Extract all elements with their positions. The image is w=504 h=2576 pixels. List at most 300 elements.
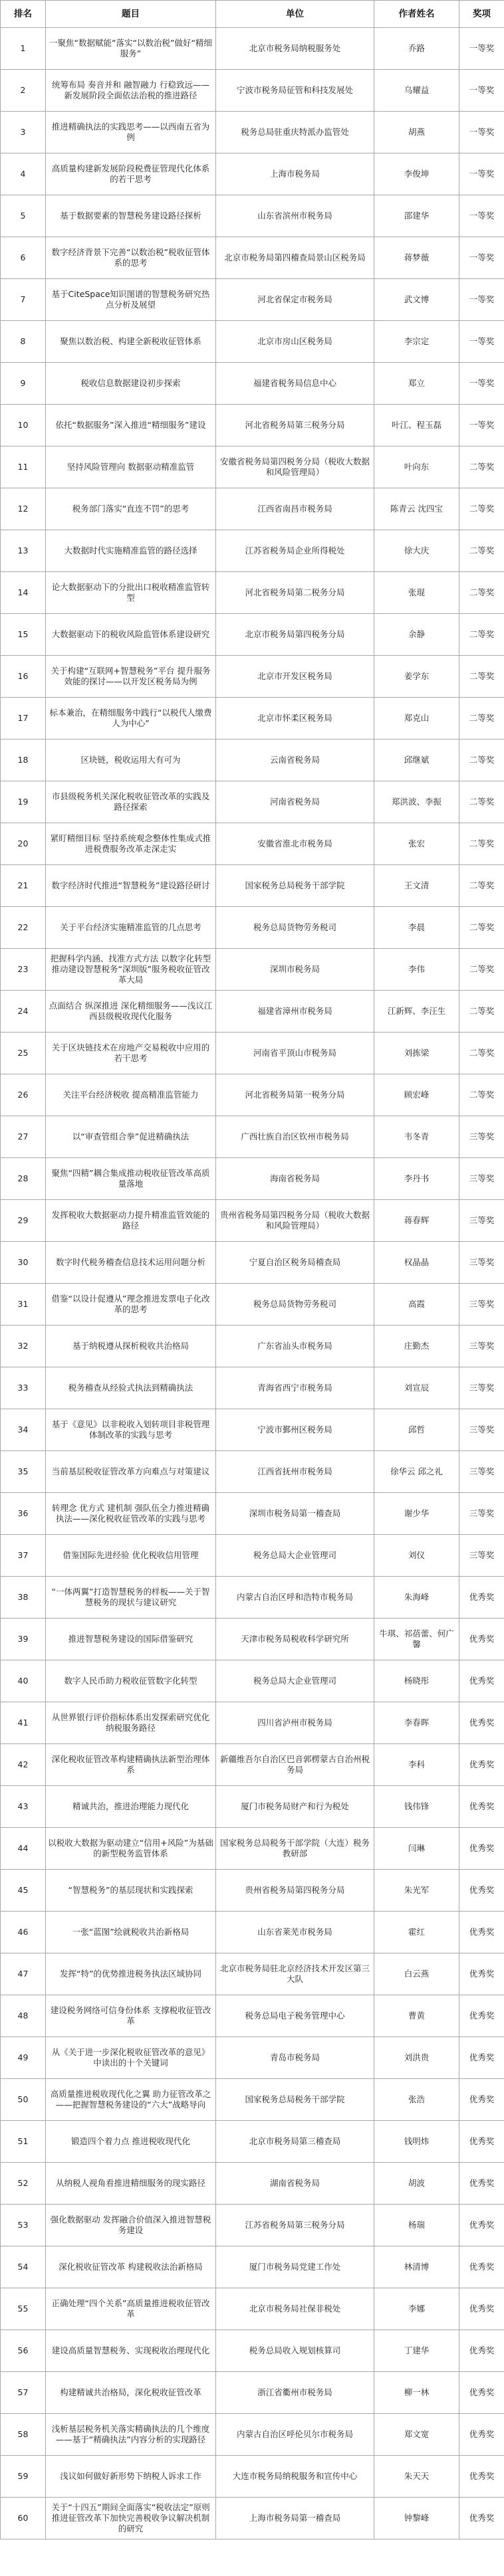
cell-author: 闫琳 — [374, 1828, 459, 1870]
table-row — [1, 112, 504, 153]
table-row — [1, 1744, 504, 1786]
cell-title: 大数据时代实施精准监管的路径选择 — [46, 530, 216, 572]
cell-rank: 34 — [1, 1409, 46, 1451]
cell-rank: 14 — [1, 572, 46, 614]
cell-title: 点面结合 纵深推进 深化精细服务——浅议江西县级税收现代化服务 — [46, 991, 216, 1033]
cell-rank: 60 — [1, 2498, 46, 2539]
cell-author: 郑文宽 — [374, 2414, 459, 2456]
cell-rank: 32 — [1, 1326, 46, 1367]
cell-rank: 29 — [1, 1200, 46, 1242]
table-row — [1, 2163, 504, 2205]
cell-award: 一等奖 — [459, 279, 504, 321]
cell-rank: 12 — [1, 488, 46, 530]
cell-author: 柳一林 — [374, 2372, 459, 2414]
cell-award: 二等奖 — [459, 823, 504, 865]
cell-title: 标本兼治，在精细服务中践行“以税代人缴费人为中心” — [46, 698, 216, 740]
cell-unit: 宁夏自治区税务局稽查局 — [216, 1242, 374, 1284]
cell-award: 一等奖 — [459, 237, 504, 279]
cell-unit: 北京市税务局社保非税处 — [216, 2288, 374, 2330]
cell-author: 郑立 — [374, 363, 459, 405]
cell-rank: 19 — [1, 781, 46, 823]
cell-award: 优秀奖 — [459, 1702, 504, 1744]
cell-title: 一聚焦“数据赋能”落实“以数治税”做好“精细服务” — [46, 28, 216, 70]
cell-rank: 51 — [1, 2121, 46, 2163]
cell-rank: 45 — [1, 1870, 46, 1912]
cell-author: 朱天天 — [374, 2456, 459, 2498]
table-row — [1, 656, 504, 698]
cell-title: 聚焦以数治税、构建全新税收征管体系 — [46, 321, 216, 363]
cell-unit: 四川省泸州市税务局 — [216, 1702, 374, 1744]
cell-award: 二等奖 — [459, 991, 504, 1033]
cell-title: 税务部门落实“直连不罚”的思考 — [46, 488, 216, 530]
cell-unit: 广东省汕头市税务局 — [216, 1326, 374, 1367]
cell-rank: 37 — [1, 1535, 46, 1577]
cell-rank: 9 — [1, 363, 46, 405]
cell-award: 优秀奖 — [459, 2037, 504, 2079]
cell-title: 强化数据驱动 发挥融合价值深入推进智慧税务建设 — [46, 2205, 216, 2246]
cell-rank: 31 — [1, 1284, 46, 1326]
cell-unit: 北京市开发区税务局 — [216, 656, 374, 698]
cell-rank: 38 — [1, 1577, 46, 1619]
cell-rank: 40 — [1, 1660, 46, 1702]
cell-unit: 天津市税务局税收科学研究所 — [216, 1619, 374, 1660]
cell-title: 精诚共治，推进治理能力现代化 — [46, 1786, 216, 1828]
cell-award: 一等奖 — [459, 405, 504, 446]
cell-rank: 27 — [1, 1116, 46, 1158]
table-row — [1, 781, 504, 823]
cell-award: 二等奖 — [459, 530, 504, 572]
cell-award: 优秀奖 — [459, 1619, 504, 1660]
cell-award: 优秀奖 — [459, 2372, 504, 2414]
cell-unit: 北京市税务局第四稽查局景山区税务局 — [216, 237, 374, 279]
table-row — [1, 2288, 504, 2330]
cell-title: 深化税收征管改革 构建税收法治新格局 — [46, 2246, 216, 2288]
cell-unit: 安徽省淮北市税务局 — [216, 823, 374, 865]
table-row — [1, 1870, 504, 1912]
cell-title: 基于《意见》以非税收入划转项目非税管理体制改革的实践与思考 — [46, 1409, 216, 1451]
cell-title: 高质量推进税收现代化之翼 助力征管改革之——把握智慧税务建设的“六大”战略导向 — [46, 2079, 216, 2121]
cell-rank: 7 — [1, 279, 46, 321]
table-row — [1, 2121, 504, 2163]
cell-award: 三等奖 — [459, 1493, 504, 1535]
table-row — [1, 1284, 504, 1326]
cell-title: 基于纳税遵从探析税收共治格局 — [46, 1326, 216, 1367]
table-row — [1, 907, 504, 949]
cell-unit: 海南省税务局 — [216, 1158, 374, 1200]
table-row — [1, 1619, 504, 1660]
cell-award: 优秀奖 — [459, 2288, 504, 2330]
cell-author: 徐大庆 — [374, 530, 459, 572]
cell-author: 钱明炜 — [374, 2121, 459, 2163]
cell-unit: 北京市税务局第三稽查局 — [216, 2121, 374, 2163]
cell-award: 三等奖 — [459, 1409, 504, 1451]
cell-rank: 53 — [1, 2205, 46, 2246]
cell-award: 优秀奖 — [459, 2498, 504, 2539]
cell-title: 一张“蓝图”绘就税收共治新格局 — [46, 1912, 216, 1953]
table-row — [1, 405, 504, 446]
cell-title: 依托“数据服务”深入推进“精细服务”建设 — [46, 405, 216, 446]
cell-author: 曹黄 — [374, 1995, 459, 2037]
table-row — [1, 195, 504, 237]
cell-unit: 河南省平顶山市税务局 — [216, 1033, 374, 1074]
cell-title: 转理念 优方式 建机制 强队伍全力推进精确执法——深化税收征管改革的实践与思考 — [46, 1493, 216, 1535]
header-unit: 单位 — [216, 1, 374, 28]
cell-unit: 青海省西宁市税务局 — [216, 1367, 374, 1409]
cell-title: 锻造四个着力点 推进税收现代化 — [46, 2121, 216, 2163]
cell-title: 区块链，税收运用大有可为 — [46, 740, 216, 781]
cell-unit: 宁波市税务局征管和科技发展处 — [216, 70, 374, 112]
cell-award: 三等奖 — [459, 1535, 504, 1577]
table-row — [1, 614, 504, 656]
cell-author: 邱哲 — [374, 1409, 459, 1451]
cell-unit: 税务总局电子税务管理中心 — [216, 1995, 374, 2037]
cell-award: 二等奖 — [459, 949, 504, 991]
cell-title: 推进精确执法的实践思考——以西南五省为例 — [46, 112, 216, 153]
table-row — [1, 2037, 504, 2079]
cell-title: 数字人民币助力税收征管数字化转型 — [46, 1660, 216, 1702]
cell-unit: 北京市税务局第四税务分局 — [216, 614, 374, 656]
cell-author: 杨晓彤 — [374, 1660, 459, 1702]
cell-unit: 湖南省税务局 — [216, 2163, 374, 2205]
cell-rank: 21 — [1, 865, 46, 907]
table-row — [1, 1702, 504, 1744]
cell-unit: 贵州省税务局第四税务分局 — [216, 1870, 374, 1912]
cell-unit: 国家税务总局税务干部学院（大连）税务教研部 — [216, 1828, 374, 1870]
cell-award: 三等奖 — [459, 1242, 504, 1284]
cell-author: 李娜 — [374, 2288, 459, 2330]
table-row — [1, 1033, 504, 1074]
cell-author: 牛琪、祁蓓蕾、何广馨 — [374, 1619, 459, 1660]
cell-title: 借鉴“以设计促遵从”理念推进发票电子化改革的思考 — [46, 1284, 216, 1326]
table-row — [1, 1660, 504, 1702]
cell-unit: 北京市税务局纳税服务处 — [216, 28, 374, 70]
cell-author: 余静 — [374, 614, 459, 656]
cell-award: 优秀奖 — [459, 2163, 504, 2205]
cell-title: 构建精诚共治格局，深化税收征管改革 — [46, 2372, 216, 2414]
header-row — [1, 1, 504, 28]
cell-award: 三等奖 — [459, 1158, 504, 1200]
cell-author: 陈青云 沈四宝 — [374, 488, 459, 530]
cell-rank: 13 — [1, 530, 46, 572]
cell-unit: 宁波市鄞州区税务局 — [216, 1409, 374, 1451]
cell-title: 聚焦“四精”耦合集成推动税收征管改革高质量落地 — [46, 1158, 216, 1200]
table-row — [1, 823, 504, 865]
header-award: 奖项 — [459, 1, 504, 28]
cell-author: 王文清 — [374, 865, 459, 907]
cell-award: 三等奖 — [459, 1451, 504, 1493]
table-body — [1, 28, 504, 2539]
cell-title: “智慧税务”的基层现状和实践探索 — [46, 1870, 216, 1912]
cell-award: 优秀奖 — [459, 1912, 504, 1953]
cell-author: 李丹书 — [374, 1158, 459, 1200]
cell-author: 邵建华 — [374, 195, 459, 237]
cell-author: 李伟 — [374, 949, 459, 991]
cell-unit: 内蒙古自治区呼和浩特市税务局 — [216, 1577, 374, 1619]
cell-author: 刘洪贵 — [374, 2037, 459, 2079]
cell-award: 优秀奖 — [459, 2079, 504, 2121]
cell-author: 林清博 — [374, 2246, 459, 2288]
cell-author: 武文博 — [374, 279, 459, 321]
cell-author: 李俊坤 — [374, 153, 459, 195]
cell-rank: 16 — [1, 656, 46, 698]
cell-award: 优秀奖 — [459, 2456, 504, 2498]
table-row — [1, 572, 504, 614]
table-row — [1, 2079, 504, 2121]
cell-unit: 厦门市税务局党建工作处 — [216, 2246, 374, 2288]
cell-award: 三等奖 — [459, 1326, 504, 1367]
cell-award: 优秀奖 — [459, 2121, 504, 2163]
cell-title: 市县级税务机关深化税收征管改革的实践及路径探索 — [46, 781, 216, 823]
table-row — [1, 28, 504, 70]
table-row — [1, 2456, 504, 2498]
cell-title: 推进智慧税务建设的国际借鉴研究 — [46, 1619, 216, 1660]
cell-unit: 贵州省税务局第四税务分局（税收大数据和风险管理局） — [216, 1200, 374, 1242]
cell-title: 大数据驱动下的税收风险监管体系建设研究 — [46, 614, 216, 656]
cell-unit: 厦门市税务局财产和行为税处 — [216, 1786, 374, 1828]
cell-award: 三等奖 — [459, 1367, 504, 1409]
cell-rank: 23 — [1, 949, 46, 991]
cell-award: 优秀奖 — [459, 2205, 504, 2246]
cell-award: 二等奖 — [459, 1074, 504, 1116]
cell-title: 坚持风险管理向 数据驱动精准监管 — [46, 446, 216, 488]
cell-rank: 59 — [1, 2456, 46, 2498]
table-row — [1, 2414, 504, 2456]
cell-award: 优秀奖 — [459, 1953, 504, 1995]
cell-title: 论大数据驱动下的分批出口税收精准监管转型 — [46, 572, 216, 614]
table-row — [1, 1828, 504, 1870]
cell-unit: 云南省税务局 — [216, 740, 374, 781]
cell-title: 以“审查管组合拳”促进精确执法 — [46, 1116, 216, 1158]
cell-award: 优秀奖 — [459, 1744, 504, 1786]
table-row — [1, 1493, 504, 1535]
cell-author: 叶向东 — [374, 446, 459, 488]
cell-unit: 税务总局大企业管理司 — [216, 1535, 374, 1577]
cell-award: 优秀奖 — [459, 1828, 504, 1870]
cell-title: 以税收大数据为驱动建立“信用+风险”为基础的新型税务监管体系 — [46, 1828, 216, 1870]
cell-rank: 44 — [1, 1828, 46, 1870]
cell-award: 一等奖 — [459, 112, 504, 153]
table-row — [1, 949, 504, 991]
cell-rank: 5 — [1, 195, 46, 237]
cell-award: 一等奖 — [459, 70, 504, 112]
cell-author: 朱海峰 — [374, 1577, 459, 1619]
cell-title: 基于CiteSpace知识图谱的智慧税务研究热点分析及展望 — [46, 279, 216, 321]
cell-title: 关于区块链技术在房地产交易税收中应用的若干思考 — [46, 1033, 216, 1074]
cell-award: 优秀奖 — [459, 1660, 504, 1702]
cell-rank: 48 — [1, 1995, 46, 2037]
cell-title: 数字时代税务稽查信息技术运用问题分析 — [46, 1242, 216, 1284]
table-row — [1, 1074, 504, 1116]
cell-author: 邱继斌 — [374, 740, 459, 781]
cell-rank: 43 — [1, 1786, 46, 1828]
table-row — [1, 865, 504, 907]
table-row — [1, 2372, 504, 2414]
cell-unit: 深圳市税务局 — [216, 949, 374, 991]
table-row — [1, 1995, 504, 2037]
cell-rank: 58 — [1, 2414, 46, 2456]
cell-title: 税收信息数据建设初步探索 — [46, 363, 216, 405]
cell-rank: 30 — [1, 1242, 46, 1284]
cell-rank: 52 — [1, 2163, 46, 2205]
cell-unit: 江苏省税务局企业所得税处 — [216, 530, 374, 572]
table-row — [1, 1786, 504, 1828]
cell-unit: 大连市税务局纳税服务和宣传中心 — [216, 2456, 374, 2498]
cell-title: 借鉴国际先进经验 优化税收信用管理 — [46, 1535, 216, 1577]
table-row — [1, 153, 504, 195]
cell-award: 一等奖 — [459, 153, 504, 195]
cell-award: 优秀奖 — [459, 1870, 504, 1912]
cell-title: 紧盯精细目标 坚持系统观念整体性集成式推进税费服务改革走深走实 — [46, 823, 216, 865]
cell-unit: 国家税务总局税务干部学院 — [216, 865, 374, 907]
cell-author: 姜学东 — [374, 656, 459, 698]
cell-unit: 山东省滨州市税务局 — [216, 195, 374, 237]
cell-rank: 49 — [1, 2037, 46, 2079]
cell-award: 优秀奖 — [459, 2330, 504, 2372]
cell-rank: 56 — [1, 2330, 46, 2372]
table-row — [1, 1577, 504, 1619]
cell-title: 深化税收征管改革构建精确执法新型治理体系 — [46, 1744, 216, 1786]
cell-author: 蒋梦薇 — [374, 237, 459, 279]
cell-award: 一等奖 — [459, 321, 504, 363]
table-row — [1, 2246, 504, 2288]
cell-rank: 46 — [1, 1912, 46, 1953]
cell-title: 建设高质量智慧税务、实现税收治理现代化 — [46, 2330, 216, 2372]
cell-rank: 57 — [1, 2372, 46, 2414]
table-row — [1, 1912, 504, 1953]
table-row — [1, 2330, 504, 2372]
cell-author: 刘宣辰 — [374, 1367, 459, 1409]
cell-rank: 55 — [1, 2288, 46, 2330]
cell-author: 霍红 — [374, 1912, 459, 1953]
cell-award: 三等奖 — [459, 1200, 504, 1242]
table-row — [1, 991, 504, 1033]
cell-rank: 11 — [1, 446, 46, 488]
cell-award: 二等奖 — [459, 446, 504, 488]
cell-rank: 3 — [1, 112, 46, 153]
cell-award: 优秀奖 — [459, 1786, 504, 1828]
cell-rank: 24 — [1, 991, 46, 1033]
cell-title: 数字经济背景下完善“以数治税”税收征管体系的思考 — [46, 237, 216, 279]
cell-unit: 青岛市税务局 — [216, 2037, 374, 2079]
cell-author: 钱伟锋 — [374, 1786, 459, 1828]
cell-author: 刘拣梁 — [374, 1033, 459, 1074]
table-header — [1, 1, 504, 28]
cell-author: 权晶晶 — [374, 1242, 459, 1284]
cell-author: 徐华云 邱之礼 — [374, 1451, 459, 1493]
cell-award: 优秀奖 — [459, 1577, 504, 1619]
cell-unit: 税务总局大企业管理司 — [216, 1660, 374, 1702]
cell-unit: 税务总局货物劳务税司 — [216, 1284, 374, 1326]
cell-title: 税务稽查从经验式执法到精确执法 — [46, 1367, 216, 1409]
table-row — [1, 698, 504, 740]
cell-unit: 上海市税务局第一稽查局 — [216, 2498, 374, 2539]
cell-rank: 10 — [1, 405, 46, 446]
table-row — [1, 321, 504, 363]
cell-author: 张浩 — [374, 2079, 459, 2121]
cell-unit: 税务总局收入规划核算司 — [216, 2330, 374, 2372]
cell-award: 一等奖 — [459, 363, 504, 405]
cell-author: 高霞 — [374, 1284, 459, 1326]
cell-award: 二等奖 — [459, 740, 504, 781]
cell-title: 从世界银行评价指标体系出发探索研究优化纳税服务路径 — [46, 1702, 216, 1744]
cell-unit: 河北省保定市税务局 — [216, 279, 374, 321]
cell-author: 江新辉、李汪生 — [374, 991, 459, 1033]
cell-award: 二等奖 — [459, 488, 504, 530]
cell-author: 白云燕 — [374, 1953, 459, 1995]
cell-author: 李宗定 — [374, 321, 459, 363]
table-row — [1, 237, 504, 279]
cell-author: 谢少华 — [374, 1493, 459, 1535]
table-row — [1, 363, 504, 405]
table-row — [1, 1953, 504, 1995]
cell-unit: 北京市房山区税务局 — [216, 321, 374, 363]
cell-unit: 浙江省衢州市税务局 — [216, 2372, 374, 2414]
cell-title: 当前基层税收征管改革方向难点与对策建议 — [46, 1451, 216, 1493]
table-row — [1, 1367, 504, 1409]
cell-author: 张琨 — [374, 572, 459, 614]
table-row — [1, 1158, 504, 1200]
cell-author: 庄勤杰 — [374, 1326, 459, 1367]
table-row — [1, 70, 504, 112]
cell-unit: 河北省税务局第三税务分局 — [216, 405, 374, 446]
cell-author: 乌耀益 — [374, 70, 459, 112]
cell-award: 二等奖 — [459, 656, 504, 698]
cell-award: 优秀奖 — [459, 2246, 504, 2288]
cell-rank: 42 — [1, 1744, 46, 1786]
cell-rank: 50 — [1, 2079, 46, 2121]
cell-unit: 江西省抚州市税务局 — [216, 1451, 374, 1493]
cell-rank: 39 — [1, 1619, 46, 1660]
cell-unit: 河南省税务局 — [216, 781, 374, 823]
table-row — [1, 279, 504, 321]
cell-unit: 税务总局驻重庆特派办监管处 — [216, 112, 374, 153]
cell-author: 朱光军 — [374, 1870, 459, 1912]
cell-author: 胡波 — [374, 2163, 459, 2205]
cell-unit: 江西省南昌市税务局 — [216, 488, 374, 530]
cell-author: 刘仪 — [374, 1535, 459, 1577]
cell-rank: 18 — [1, 740, 46, 781]
table-row — [1, 488, 504, 530]
cell-unit: 国家税务总局税务干部学院 — [216, 2079, 374, 2121]
cell-title: 从纳税人视角看推进精细服务的现实路径 — [46, 2163, 216, 2205]
header-title: 题目 — [46, 1, 216, 28]
cell-rank: 26 — [1, 1074, 46, 1116]
cell-author: 郑洪波、李振 — [374, 781, 459, 823]
cell-award: 二等奖 — [459, 698, 504, 740]
table-row — [1, 1200, 504, 1242]
cell-award: 二等奖 — [459, 1033, 504, 1074]
cell-unit: 上海市税务局 — [216, 153, 374, 195]
cell-author: 钟黎峰 — [374, 2498, 459, 2539]
cell-author: 李春晖 — [374, 1702, 459, 1744]
cell-rank: 22 — [1, 907, 46, 949]
table-row — [1, 1535, 504, 1577]
cell-award: 三等奖 — [459, 1116, 504, 1158]
cell-title: 浅议如何做好新形势下纳税人诉求工作 — [46, 2456, 216, 2498]
cell-title: 发挥“特”的优势推进税务执法区域协同 — [46, 1953, 216, 1995]
cell-unit: 福建省税务局信息中心 — [216, 363, 374, 405]
cell-unit: 新疆维吾尔自治区巴音郭楞蒙古自治州税务局 — [216, 1744, 374, 1786]
cell-rank: 35 — [1, 1451, 46, 1493]
table-row — [1, 446, 504, 488]
table-row — [1, 2205, 504, 2246]
cell-title: 关注平台经济税收 提高精准监管能力 — [46, 1074, 216, 1116]
cell-award: 优秀奖 — [459, 2414, 504, 2456]
cell-rank: 2 — [1, 70, 46, 112]
cell-award: 一等奖 — [459, 28, 504, 70]
cell-unit: 深圳市税务局第一稽查局 — [216, 1493, 374, 1535]
cell-author: 叶江、程玉磊 — [374, 405, 459, 446]
